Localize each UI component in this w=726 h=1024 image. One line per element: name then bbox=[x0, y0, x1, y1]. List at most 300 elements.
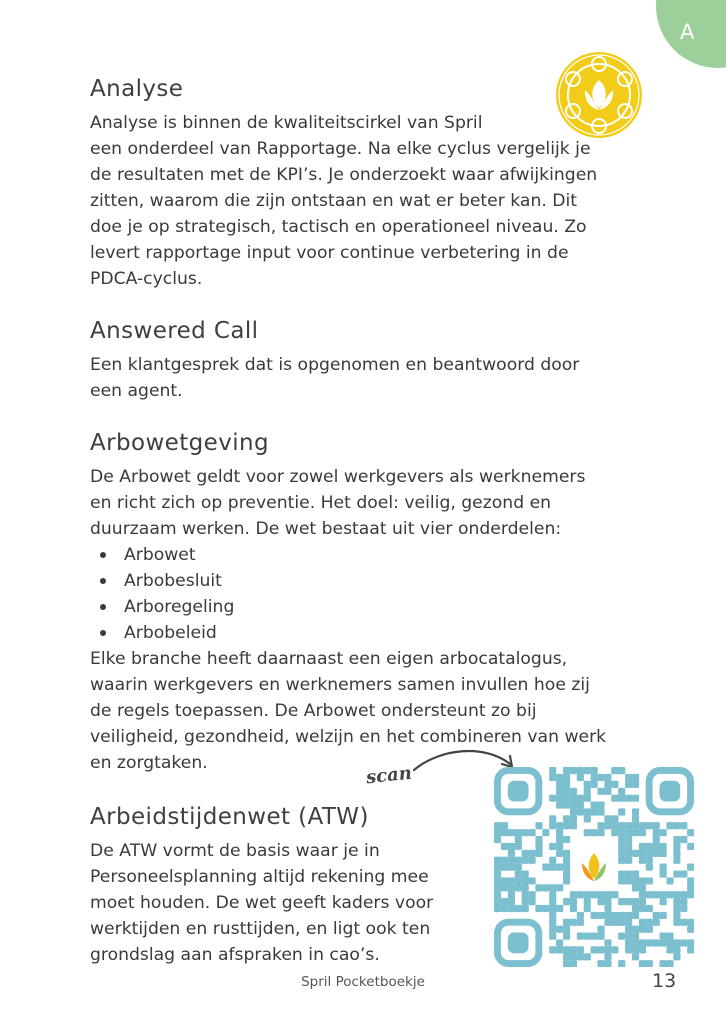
qr-module bbox=[611, 829, 618, 836]
qr-module bbox=[584, 898, 591, 905]
qr-module bbox=[563, 795, 570, 802]
text-line: de resultaten met de KPI’s. Je onderzoekt waar afwijkingen bbox=[90, 165, 598, 185]
list-item bbox=[90, 594, 234, 620]
qr-module bbox=[687, 829, 694, 836]
paragraph-atw bbox=[90, 838, 433, 968]
qr-module bbox=[570, 960, 577, 967]
qr-module bbox=[577, 912, 584, 919]
list-item-label: Arbowet bbox=[124, 545, 196, 565]
qr-module bbox=[563, 870, 570, 877]
qr-module bbox=[584, 933, 591, 940]
qr-module bbox=[556, 801, 563, 808]
qr-module bbox=[632, 953, 639, 960]
qr-module bbox=[535, 843, 542, 850]
qr-module bbox=[535, 884, 542, 891]
qr-module bbox=[632, 850, 639, 857]
qr-module bbox=[563, 946, 570, 953]
qr-module bbox=[646, 919, 653, 926]
qr-module bbox=[625, 774, 632, 781]
text-line: levert rapportage input voor continue verbetering in de bbox=[90, 243, 569, 263]
qr-module bbox=[501, 877, 508, 884]
qr-module bbox=[680, 905, 687, 912]
qr-module bbox=[563, 953, 570, 960]
text-line: zitten, waarom die zijn ontstaan en wat er beter kan. Dit bbox=[90, 191, 578, 211]
qr-module bbox=[508, 884, 515, 891]
qr-module bbox=[625, 877, 632, 884]
qr-module bbox=[666, 946, 673, 953]
qr-module bbox=[494, 884, 501, 891]
qr-module bbox=[673, 850, 680, 857]
qr-module bbox=[687, 864, 694, 871]
section-tab-letter: A bbox=[680, 20, 695, 44]
qr-module bbox=[535, 836, 542, 843]
qr-module bbox=[577, 919, 584, 926]
qr-module bbox=[604, 898, 611, 905]
qr-module bbox=[611, 912, 618, 919]
qr-module bbox=[563, 781, 570, 788]
qr-module bbox=[673, 891, 680, 898]
qr-module bbox=[673, 939, 680, 946]
qr-module bbox=[639, 891, 646, 898]
qr-module bbox=[508, 857, 515, 864]
qr-module bbox=[673, 857, 680, 864]
qr-module bbox=[639, 857, 646, 864]
qr-module bbox=[577, 933, 584, 940]
qr-module bbox=[646, 960, 653, 967]
qr-module bbox=[625, 933, 632, 940]
qr-module bbox=[666, 891, 673, 898]
qr-module bbox=[673, 946, 680, 953]
qr-module bbox=[591, 912, 598, 919]
qr-module bbox=[687, 919, 694, 926]
qr-module bbox=[522, 884, 529, 891]
qr-module bbox=[646, 926, 653, 933]
qr-module bbox=[597, 933, 604, 940]
qr-module bbox=[632, 815, 639, 822]
qr-module bbox=[494, 891, 501, 898]
qr-module bbox=[556, 781, 563, 788]
qr-module bbox=[508, 877, 515, 884]
qr-module bbox=[508, 905, 515, 912]
qr-module bbox=[556, 905, 563, 912]
qr-module bbox=[494, 822, 501, 829]
qr-module bbox=[639, 898, 646, 905]
qr-module bbox=[653, 822, 660, 829]
qr-module bbox=[535, 850, 542, 857]
qr-module bbox=[632, 912, 639, 919]
qr-module bbox=[604, 939, 611, 946]
qr-module bbox=[597, 891, 604, 898]
qr-module bbox=[522, 905, 529, 912]
qr-finder-pattern bbox=[649, 770, 690, 811]
qr-module bbox=[653, 843, 660, 850]
qr-module bbox=[563, 864, 570, 871]
qr-module bbox=[639, 822, 646, 829]
qr-module bbox=[639, 939, 646, 946]
qr-module bbox=[604, 781, 611, 788]
qr-module bbox=[563, 898, 570, 905]
qr-module bbox=[625, 843, 632, 850]
qr-module bbox=[618, 877, 625, 884]
qr-module bbox=[563, 788, 570, 795]
text-line: en zorgtaken. bbox=[90, 753, 208, 773]
qr-module bbox=[653, 919, 660, 926]
qr-module bbox=[584, 891, 591, 898]
qr-module bbox=[549, 864, 556, 871]
qr-module bbox=[604, 946, 611, 953]
qr-module bbox=[515, 877, 522, 884]
qr-module bbox=[611, 815, 618, 822]
qr-module bbox=[632, 877, 639, 884]
qr-module bbox=[542, 905, 549, 912]
bullet-icon bbox=[100, 552, 106, 558]
qr-module bbox=[632, 884, 639, 891]
heading-arbowetgeving: Arbowetgeving bbox=[90, 430, 269, 456]
qr-module bbox=[625, 939, 632, 946]
text-line: een agent. bbox=[90, 381, 183, 401]
qr-module bbox=[577, 774, 584, 781]
qr-module bbox=[563, 767, 570, 774]
qr-module bbox=[673, 843, 680, 850]
qr-module bbox=[618, 912, 625, 919]
qr-module bbox=[563, 774, 570, 781]
qr-module bbox=[591, 767, 598, 774]
qr-module bbox=[639, 829, 646, 836]
qr-module bbox=[542, 829, 549, 836]
qr-module bbox=[556, 864, 563, 871]
qr-module bbox=[549, 774, 556, 781]
qr-module bbox=[570, 946, 577, 953]
qr-module bbox=[591, 774, 598, 781]
qr-module bbox=[549, 815, 556, 822]
heading-atw: Arbeidstijdenwet (ATW) bbox=[90, 804, 369, 830]
qr-module bbox=[632, 822, 639, 829]
qr-module bbox=[632, 926, 639, 933]
qr-module bbox=[563, 836, 570, 843]
qr-module bbox=[687, 877, 694, 884]
qr-module bbox=[639, 960, 646, 967]
qr-module bbox=[556, 788, 563, 795]
qr-module bbox=[508, 864, 515, 871]
qr-module bbox=[515, 829, 522, 836]
qr-module bbox=[522, 877, 529, 884]
qr-module bbox=[522, 829, 529, 836]
qr-module bbox=[604, 788, 611, 795]
qr-module bbox=[632, 781, 639, 788]
qr-module bbox=[570, 815, 577, 822]
qr-module bbox=[639, 946, 646, 953]
qr-module bbox=[646, 843, 653, 850]
qr-module bbox=[591, 891, 598, 898]
qr-module bbox=[570, 788, 577, 795]
qr-module bbox=[604, 919, 611, 926]
qr-module bbox=[653, 850, 660, 857]
qr-module bbox=[563, 933, 570, 940]
text-line: grondslag aan afspraken in cao’s. bbox=[90, 945, 380, 965]
qr-module bbox=[611, 919, 618, 926]
qr-module bbox=[680, 898, 687, 905]
bullet-icon bbox=[100, 604, 106, 610]
text-line: Analyse is binnen de kwaliteitscirkel van Spril bbox=[90, 113, 483, 133]
qr-module bbox=[556, 850, 563, 857]
qr-module bbox=[625, 870, 632, 877]
qr-module bbox=[646, 850, 653, 857]
qr-module bbox=[570, 953, 577, 960]
qr-module bbox=[597, 912, 604, 919]
qr-code-icon bbox=[494, 767, 694, 967]
qr-module bbox=[618, 898, 625, 905]
qr-module bbox=[625, 836, 632, 843]
qr-module bbox=[618, 857, 625, 864]
qr-center-logo-icon bbox=[571, 844, 617, 890]
qr-module bbox=[597, 788, 604, 795]
qr-module bbox=[611, 946, 618, 953]
qr-module bbox=[570, 919, 577, 926]
qr-module bbox=[549, 926, 556, 933]
qr-module bbox=[625, 850, 632, 857]
qr-module bbox=[660, 843, 667, 850]
qr-module bbox=[494, 836, 501, 843]
qr-module bbox=[666, 822, 673, 829]
qr-module bbox=[646, 905, 653, 912]
qr-module bbox=[625, 919, 632, 926]
qr-module bbox=[639, 850, 646, 857]
qr-module bbox=[528, 891, 535, 898]
qr-module bbox=[618, 850, 625, 857]
text-line: waarin werkgevers en werknemers samen invullen hoe zij bbox=[90, 675, 590, 695]
qr-module bbox=[646, 877, 653, 884]
bullet-icon bbox=[100, 578, 106, 584]
qr-module bbox=[577, 808, 584, 815]
qr-module bbox=[494, 898, 501, 905]
qr-module bbox=[666, 877, 673, 884]
qr-module bbox=[618, 919, 625, 926]
qr-module bbox=[549, 905, 556, 912]
text-line: moet houden. De wet geeft kaders voor bbox=[90, 893, 434, 913]
qr-module bbox=[604, 774, 611, 781]
list-item bbox=[90, 542, 234, 568]
paragraph-arbowetgeving-intro bbox=[90, 464, 585, 542]
qr-module bbox=[570, 898, 577, 905]
list-item-label: Arbobesluit bbox=[124, 571, 222, 591]
qr-module bbox=[673, 905, 680, 912]
footer-title: Spril Pocketboekje bbox=[301, 974, 425, 990]
list-item bbox=[90, 620, 234, 646]
qr-module bbox=[501, 829, 508, 836]
qr-module bbox=[625, 946, 632, 953]
qr-module bbox=[632, 946, 639, 953]
qr-module bbox=[680, 919, 687, 926]
qr-module bbox=[556, 843, 563, 850]
qr-module bbox=[639, 877, 646, 884]
qr-module bbox=[515, 836, 522, 843]
qr-module bbox=[618, 829, 625, 836]
qr-module bbox=[549, 891, 556, 898]
qr-module bbox=[563, 815, 570, 822]
qr-module bbox=[522, 870, 529, 877]
qr-module bbox=[687, 939, 694, 946]
qr-module bbox=[549, 933, 556, 940]
qr-module bbox=[501, 884, 508, 891]
qr-module bbox=[522, 850, 529, 857]
qr-module bbox=[625, 781, 632, 788]
qr-module bbox=[508, 891, 515, 898]
qr-module bbox=[584, 829, 591, 836]
qr-module bbox=[556, 946, 563, 953]
qr-module bbox=[660, 829, 667, 836]
qr-module bbox=[528, 857, 535, 864]
qr-module bbox=[508, 850, 515, 857]
qr-module bbox=[591, 808, 598, 815]
qr-module bbox=[604, 953, 611, 960]
qr-module bbox=[680, 836, 687, 843]
text-line: een onderdeel van Rapportage. Na elke cyclus vergelijk je bbox=[90, 139, 591, 159]
qr-module bbox=[563, 960, 570, 967]
qr-module bbox=[687, 843, 694, 850]
qr-module bbox=[549, 857, 556, 864]
page-number: 13 bbox=[652, 970, 677, 992]
qr-module bbox=[494, 864, 501, 871]
qr-module bbox=[577, 953, 584, 960]
qr-module bbox=[515, 843, 522, 850]
qr-module bbox=[618, 795, 625, 802]
qr-module bbox=[570, 808, 577, 815]
qr-module bbox=[680, 939, 687, 946]
qr-module bbox=[591, 801, 598, 808]
qr-module bbox=[618, 870, 625, 877]
list-item-label: Arboregeling bbox=[124, 597, 235, 617]
qr-module bbox=[632, 905, 639, 912]
qr-module bbox=[563, 919, 570, 926]
qr-module bbox=[660, 912, 667, 919]
qr-module bbox=[632, 898, 639, 905]
qr-module bbox=[494, 829, 501, 836]
qr-module bbox=[584, 767, 591, 774]
qr-module bbox=[632, 808, 639, 815]
qr-module bbox=[653, 836, 660, 843]
qr-module bbox=[528, 829, 535, 836]
bullet-icon bbox=[100, 630, 106, 636]
qr-module bbox=[591, 829, 598, 836]
qr-module bbox=[604, 960, 611, 967]
qr-module bbox=[680, 870, 687, 877]
qr-module bbox=[528, 877, 535, 884]
qr-module bbox=[687, 926, 694, 933]
qr-module bbox=[577, 767, 584, 774]
text-line: en richt zich op preventie. Het doel: veilig, gezond en bbox=[90, 493, 552, 513]
qr-module bbox=[653, 939, 660, 946]
list-item bbox=[90, 568, 234, 594]
qr-module bbox=[660, 891, 667, 898]
qr-module bbox=[584, 795, 591, 802]
qr-module bbox=[591, 781, 598, 788]
qr-module bbox=[680, 891, 687, 898]
qr-finder-pattern bbox=[497, 922, 538, 963]
arbowet-bullet-list bbox=[90, 542, 234, 646]
qr-module bbox=[508, 829, 515, 836]
qr-module bbox=[494, 857, 501, 864]
qr-module bbox=[570, 891, 577, 898]
qr-module bbox=[570, 801, 577, 808]
qr-module bbox=[632, 870, 639, 877]
qr-code[interactable] bbox=[494, 767, 694, 967]
qr-module bbox=[584, 808, 591, 815]
qr-module bbox=[639, 905, 646, 912]
qr-module bbox=[597, 926, 604, 933]
qr-module bbox=[625, 898, 632, 905]
qr-module bbox=[584, 788, 591, 795]
qr-module bbox=[673, 898, 680, 905]
qr-module bbox=[501, 822, 508, 829]
qr-module bbox=[611, 822, 618, 829]
qr-module bbox=[549, 795, 556, 802]
qr-module bbox=[556, 884, 563, 891]
qr-module bbox=[632, 829, 639, 836]
qr-module bbox=[646, 891, 653, 898]
paragraph-analyse bbox=[90, 110, 597, 292]
qr-module bbox=[577, 801, 584, 808]
qr-module bbox=[597, 822, 604, 829]
qr-module bbox=[646, 939, 653, 946]
qr-module bbox=[563, 822, 570, 829]
text-line: de regels toepassen. De Arbowet ondersteunt zo bij bbox=[90, 701, 537, 721]
qr-module bbox=[508, 898, 515, 905]
qr-module bbox=[660, 933, 667, 940]
qr-module bbox=[508, 843, 515, 850]
qr-module bbox=[639, 843, 646, 850]
qr-module bbox=[515, 905, 522, 912]
paragraph-answered-call bbox=[90, 352, 579, 404]
qr-module bbox=[625, 795, 632, 802]
qr-module bbox=[618, 808, 625, 815]
qr-module bbox=[639, 884, 646, 891]
qr-module bbox=[673, 870, 680, 877]
qr-module bbox=[549, 898, 556, 905]
qr-module bbox=[501, 857, 508, 864]
qr-module bbox=[639, 926, 646, 933]
qr-module bbox=[653, 891, 660, 898]
qr-module bbox=[625, 829, 632, 836]
list-item-label: Arbobeleid bbox=[124, 623, 217, 643]
qr-module bbox=[687, 884, 694, 891]
qr-module bbox=[646, 864, 653, 871]
qr-module bbox=[542, 884, 549, 891]
text-line: duurzaam werken. De wet bestaat uit vier onderdelen: bbox=[90, 519, 562, 539]
qr-module bbox=[556, 822, 563, 829]
scan-label: scan bbox=[365, 762, 413, 789]
qr-module bbox=[618, 822, 625, 829]
qr-module bbox=[494, 870, 501, 877]
qr-module bbox=[666, 939, 673, 946]
qr-module bbox=[549, 912, 556, 919]
qr-module bbox=[680, 822, 687, 829]
qr-module bbox=[625, 926, 632, 933]
qr-module bbox=[549, 919, 556, 926]
qr-module bbox=[660, 850, 667, 857]
qr-module bbox=[494, 905, 501, 912]
qr-module bbox=[577, 795, 584, 802]
qr-module bbox=[660, 864, 667, 871]
qr-module bbox=[515, 884, 522, 891]
qr-module bbox=[632, 795, 639, 802]
qr-module bbox=[632, 939, 639, 946]
qr-module bbox=[666, 933, 673, 940]
qr-module bbox=[618, 767, 625, 774]
qr-module bbox=[501, 864, 508, 871]
qr-module bbox=[522, 891, 529, 898]
qr-module bbox=[597, 808, 604, 815]
qr-module bbox=[597, 801, 604, 808]
